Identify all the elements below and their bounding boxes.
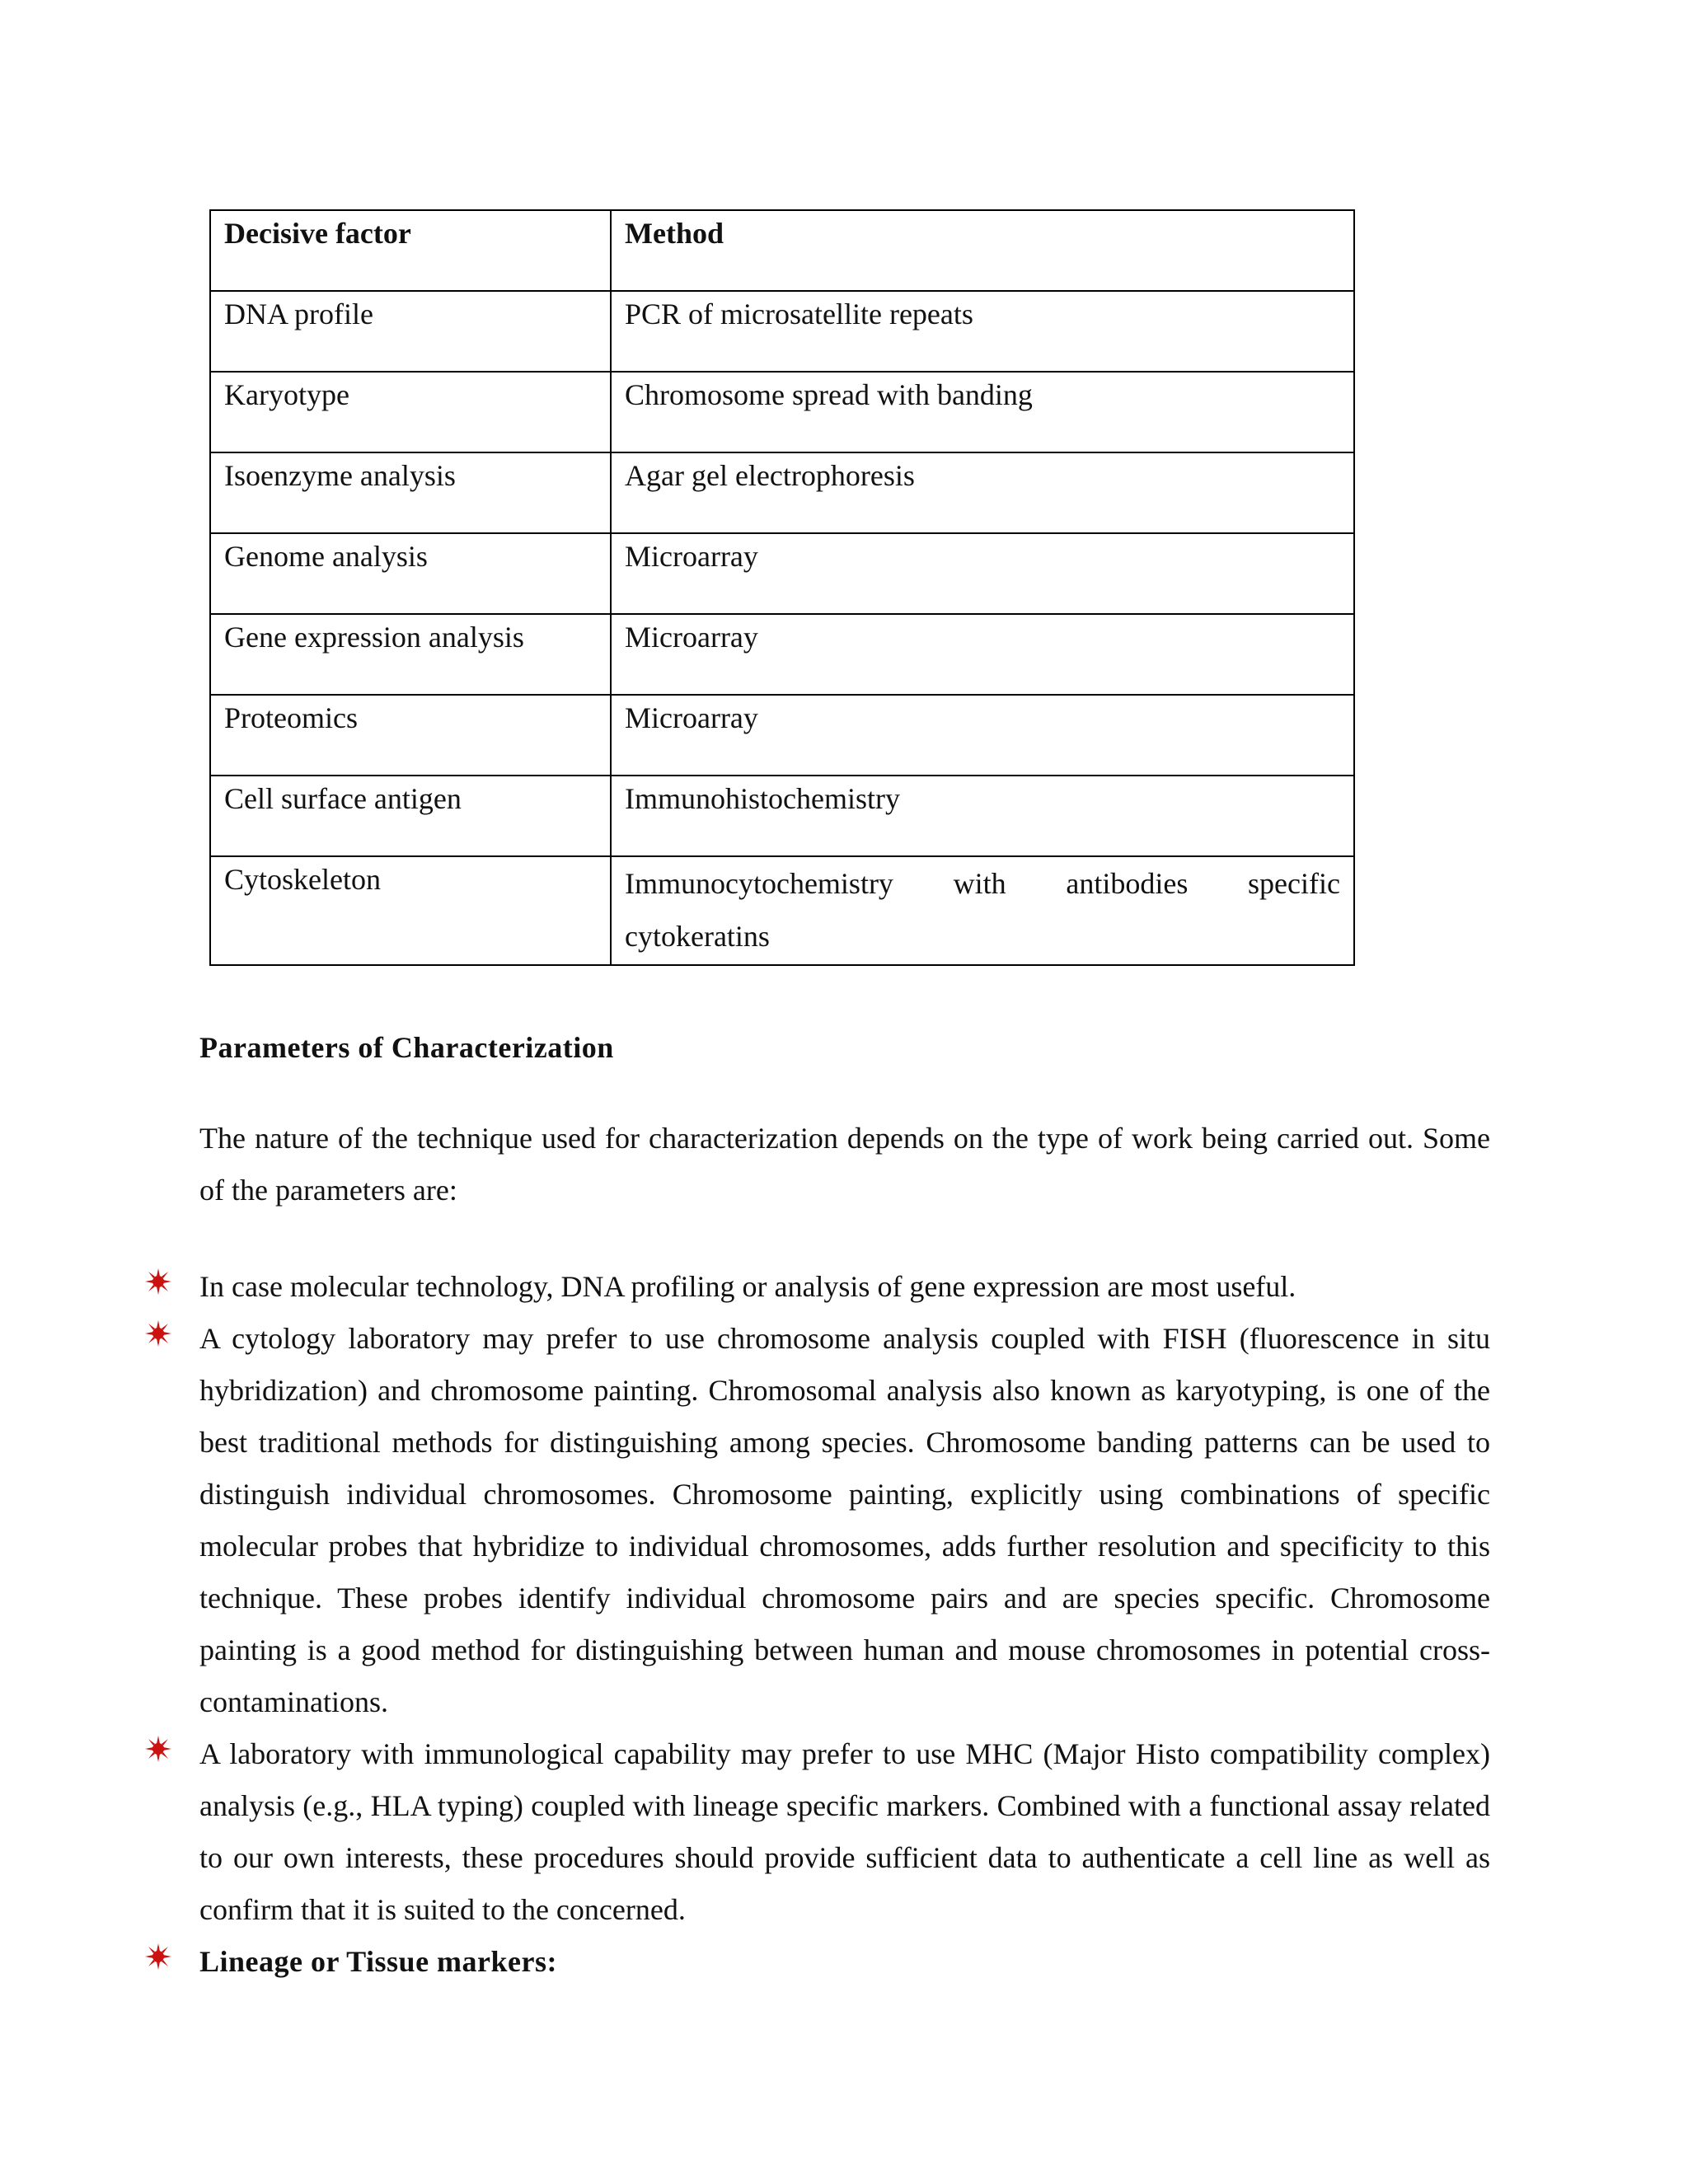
intro-paragraph: The nature of the technique used for characterization depends on the type of work being carried out. Some of the parameters are: [199,1122,1490,1207]
section-heading: Parameters of Characterization [199,1031,614,1064]
list-item-text: A cytology laboratory may prefer to use chromosome analysis coupled with FISH (fluorescence in situ hybridization) and chromosome painting. Chromosomal analysis also known as karyotyping, is one of the best traditional methods for distinguishing among species. Chromosome banding patterns can be used to distinguish individual chromosomes. Chromosome painting, explicitly using combinations of specific molecular probes that hybridize to individual chromosomes, adds further resolution and specificity to this technique. These probes identify individual chromosome pairs and are species specific. Chromosome painting is a good method for distinguishing between human and mouse chromosomes in potential cross-contaminations. [199,1322,1490,1718]
list-item [199,1936,1490,1988]
table-cell-factor: DNA profile [210,291,611,372]
table-cell-method: Agar gel electrophoresis [611,452,1354,533]
table-row [210,695,1354,776]
characterization-table-wrapper [209,209,1353,966]
table-row [210,614,1354,695]
red-star-bullet-icon [145,1943,171,1970]
table-cell-factor: Isoenzyme analysis [210,452,611,533]
table-row [210,372,1354,452]
method-word: antibodies [1066,867,1189,900]
table-header-factor: Decisive factor [210,210,611,291]
method-line-2: cytokeratins [625,920,770,953]
red-star-bullet-icon [145,1736,171,1762]
list-item-text: In case molecular technology, DNA profiling or analysis of gene expression are most useful. [199,1270,1296,1303]
table-header-row [210,210,1354,291]
table-cell-method: Chromosome spread with banding [611,372,1354,452]
method-word: Immunocytochemistry [625,867,893,900]
table-cell-method [611,856,1354,965]
table-cell-factor: Proteomics [210,695,611,776]
method-word: specific [1248,867,1340,900]
list-item [199,1728,1490,1936]
table-cell-method: Microarray [611,533,1354,614]
table-cell-factor: Genome analysis [210,533,611,614]
table-cell-method: Immunohistochemistry [611,776,1354,856]
table-cell-factor: Karyotype [210,372,611,452]
characterization-table [209,209,1355,966]
table-row [210,533,1354,614]
red-star-bullet-icon [145,1268,171,1295]
table-header-method: Method [611,210,1354,291]
list-item [199,1261,1490,1313]
table-cell-method: Microarray [611,695,1354,776]
table-cell-factor: Cell surface antigen [210,776,611,856]
table-row [210,856,1354,965]
list-item-text: A laboratory with immunological capability may prefer to use MHC (Major Histo compatibility complex) analysis (e.g., HLA typing) coupled with lineage specific markers. Combined with a functional assay related to our own interests, these procedures should provide sufficient data to authenticate a cell line as well as confirm that it is suited to the concerned. [199,1737,1490,1926]
table-cell-method: Microarray [611,614,1354,695]
list-item [199,1313,1490,1728]
table-row [210,776,1354,856]
parameter-list [199,1261,1490,1988]
table-cell-method: PCR of microsatellite repeats [611,291,1354,372]
method-line-justified [625,857,1340,910]
red-star-bullet-icon [145,1320,171,1347]
table-row [210,452,1354,533]
table-cell-factor: Gene expression analysis [210,614,611,695]
method-word: with [953,867,1006,900]
table-row [210,291,1354,372]
table-cell-factor: Cytoskeleton [210,856,611,965]
list-item-text: Lineage or Tissue markers: [199,1945,557,1978]
